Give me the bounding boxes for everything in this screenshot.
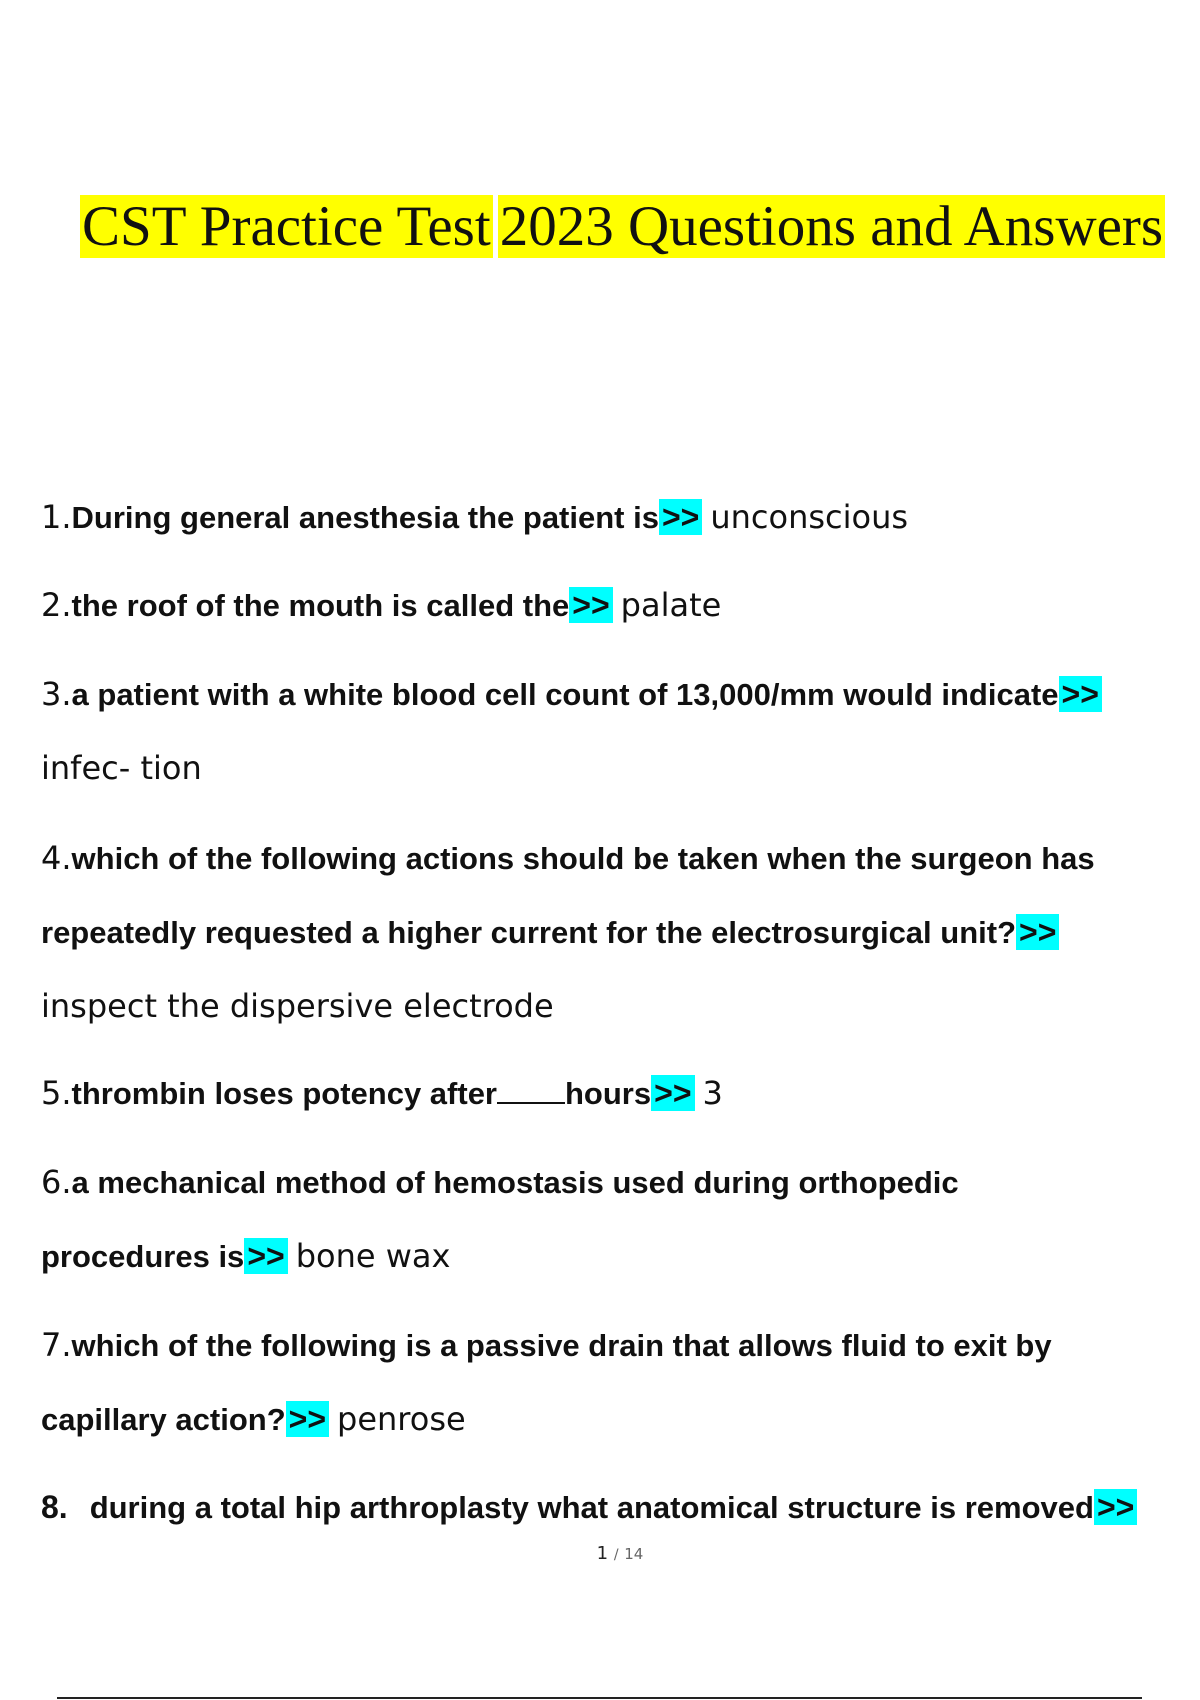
answer-arrow: >> xyxy=(244,1238,287,1274)
fill-in-blank xyxy=(497,1072,565,1104)
answer-arrow: >> xyxy=(569,587,612,623)
page-divider xyxy=(57,1697,1142,1699)
title-part-2: 2023 Questions and Answers xyxy=(499,195,1164,258)
answer-text: palate xyxy=(620,586,722,624)
answer-text: 3 xyxy=(702,1074,723,1112)
question-number: 4. xyxy=(41,839,72,877)
question-text-line-2: procedures is xyxy=(41,1239,245,1274)
question-text-line-2: repeatedly requested a higher current for the electrosurgical unit? xyxy=(41,915,1017,950)
question-4-continued xyxy=(41,910,1059,955)
title-part-1: CST Practice Test xyxy=(82,195,491,258)
document-title xyxy=(80,192,1165,262)
answer-arrow: >> xyxy=(286,1401,329,1437)
question-1 xyxy=(41,495,908,540)
answer-text: penrose xyxy=(337,1400,466,1438)
question-text-line-1: a mechanical method of hemostasis used during orthopedic xyxy=(71,1165,959,1200)
question-2 xyxy=(41,583,721,628)
answer-text: bone wax xyxy=(295,1237,451,1275)
question-text: thrombin loses potency after xyxy=(71,1076,497,1111)
page-separator: / xyxy=(613,1547,619,1563)
question-text-line-1: which of the following is a passive drain that allows fluid to exit by xyxy=(71,1328,1052,1363)
question-number: 1. xyxy=(41,498,72,536)
current-page: 1 xyxy=(596,1543,609,1564)
answer-arrow: >> xyxy=(1094,1489,1137,1525)
question-text-line-2: capillary action? xyxy=(41,1402,286,1437)
answer-4 xyxy=(41,984,554,1028)
answer-text: infec- tion xyxy=(41,749,202,787)
question-number: 8. xyxy=(41,1489,68,1525)
question-4 xyxy=(41,836,1095,881)
total-pages: 14 xyxy=(624,1545,644,1563)
answer-arrow: >> xyxy=(1016,914,1059,950)
question-text-end: hours xyxy=(565,1076,652,1111)
question-7 xyxy=(41,1323,1052,1368)
question-text-line-1: which of the following actions should be taken when the surgeon has xyxy=(71,841,1095,876)
answer-text: unconscious xyxy=(710,498,909,536)
page-number xyxy=(0,1543,1200,1564)
question-text: a patient with a white blood cell count of 13,000/mm would indicate xyxy=(71,677,1059,712)
answer-arrow: >> xyxy=(1059,676,1102,712)
question-7-continued xyxy=(41,1397,466,1442)
question-number: 7. xyxy=(41,1326,72,1364)
question-5 xyxy=(41,1071,723,1116)
answer-arrow: >> xyxy=(659,499,702,535)
question-number: 6. xyxy=(41,1163,72,1201)
answer-3 xyxy=(41,746,202,790)
question-3 xyxy=(41,672,1102,717)
question-number: 2. xyxy=(41,586,72,624)
answer-text: inspect the dispersive electrode xyxy=(41,987,554,1025)
question-number: 5. xyxy=(41,1074,72,1112)
question-text: the roof of the mouth is called the xyxy=(71,588,570,623)
question-text: during a total hip arthroplasty what anatomical structure is removed xyxy=(89,1490,1094,1525)
question-6 xyxy=(41,1160,959,1205)
question-text: During general anesthesia the patient is xyxy=(71,500,659,535)
question-number: 3. xyxy=(41,675,72,713)
question-8 xyxy=(41,1485,1137,1530)
question-6-continued xyxy=(41,1234,450,1279)
answer-arrow: >> xyxy=(651,1075,694,1111)
